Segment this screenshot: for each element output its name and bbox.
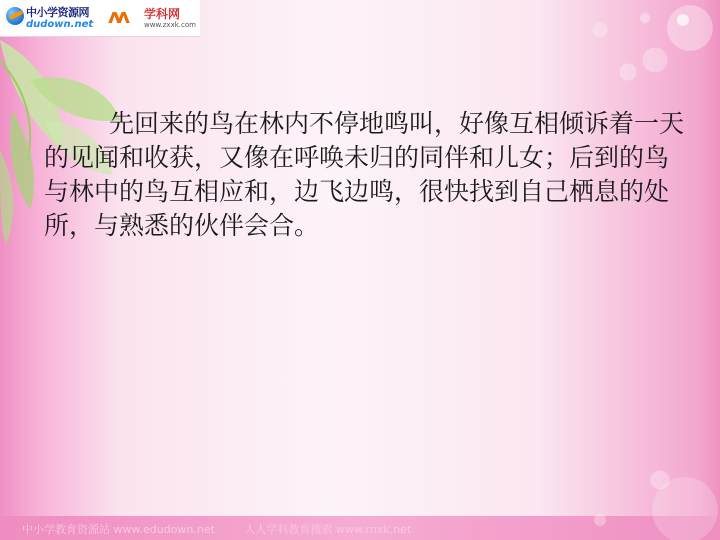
- dudown-logo[interactable]: [4, 3, 108, 33]
- zxxk-logo[interactable]: [108, 4, 196, 32]
- logo2-url: www.zxxk.com: [144, 21, 196, 29]
- footer: [22, 521, 411, 537]
- bubbles-icon: [593, 6, 717, 540]
- logo2-name: 学科网: [144, 7, 181, 21]
- logo1-title: 中小学资源网: [26, 6, 89, 19]
- globe-icon: [4, 5, 26, 27]
- footer-right-text[interactable]: 人人学科教育搜索 www.rnxk.net: [244, 523, 412, 536]
- body-paragraph: 先回来的鸟在林内不停地鸣叫，好像互相倾诉着一天的见闻和收获，又像在呼唤未归的同伴和儿女；后到的鸟与林中的鸟互相应和，边飞边鸣，很快找到自己栖息的处所，与熟悉的伙伴会合。: [44, 109, 685, 240]
- logo-bar: [0, 0, 200, 37]
- logo1-subtitle: dudown.net: [26, 19, 94, 30]
- footer-left-text[interactable]: 中小学教育资源站 www.edudown.net: [22, 523, 215, 536]
- zxxk-mark-icon: ʌʌ: [108, 4, 127, 28]
